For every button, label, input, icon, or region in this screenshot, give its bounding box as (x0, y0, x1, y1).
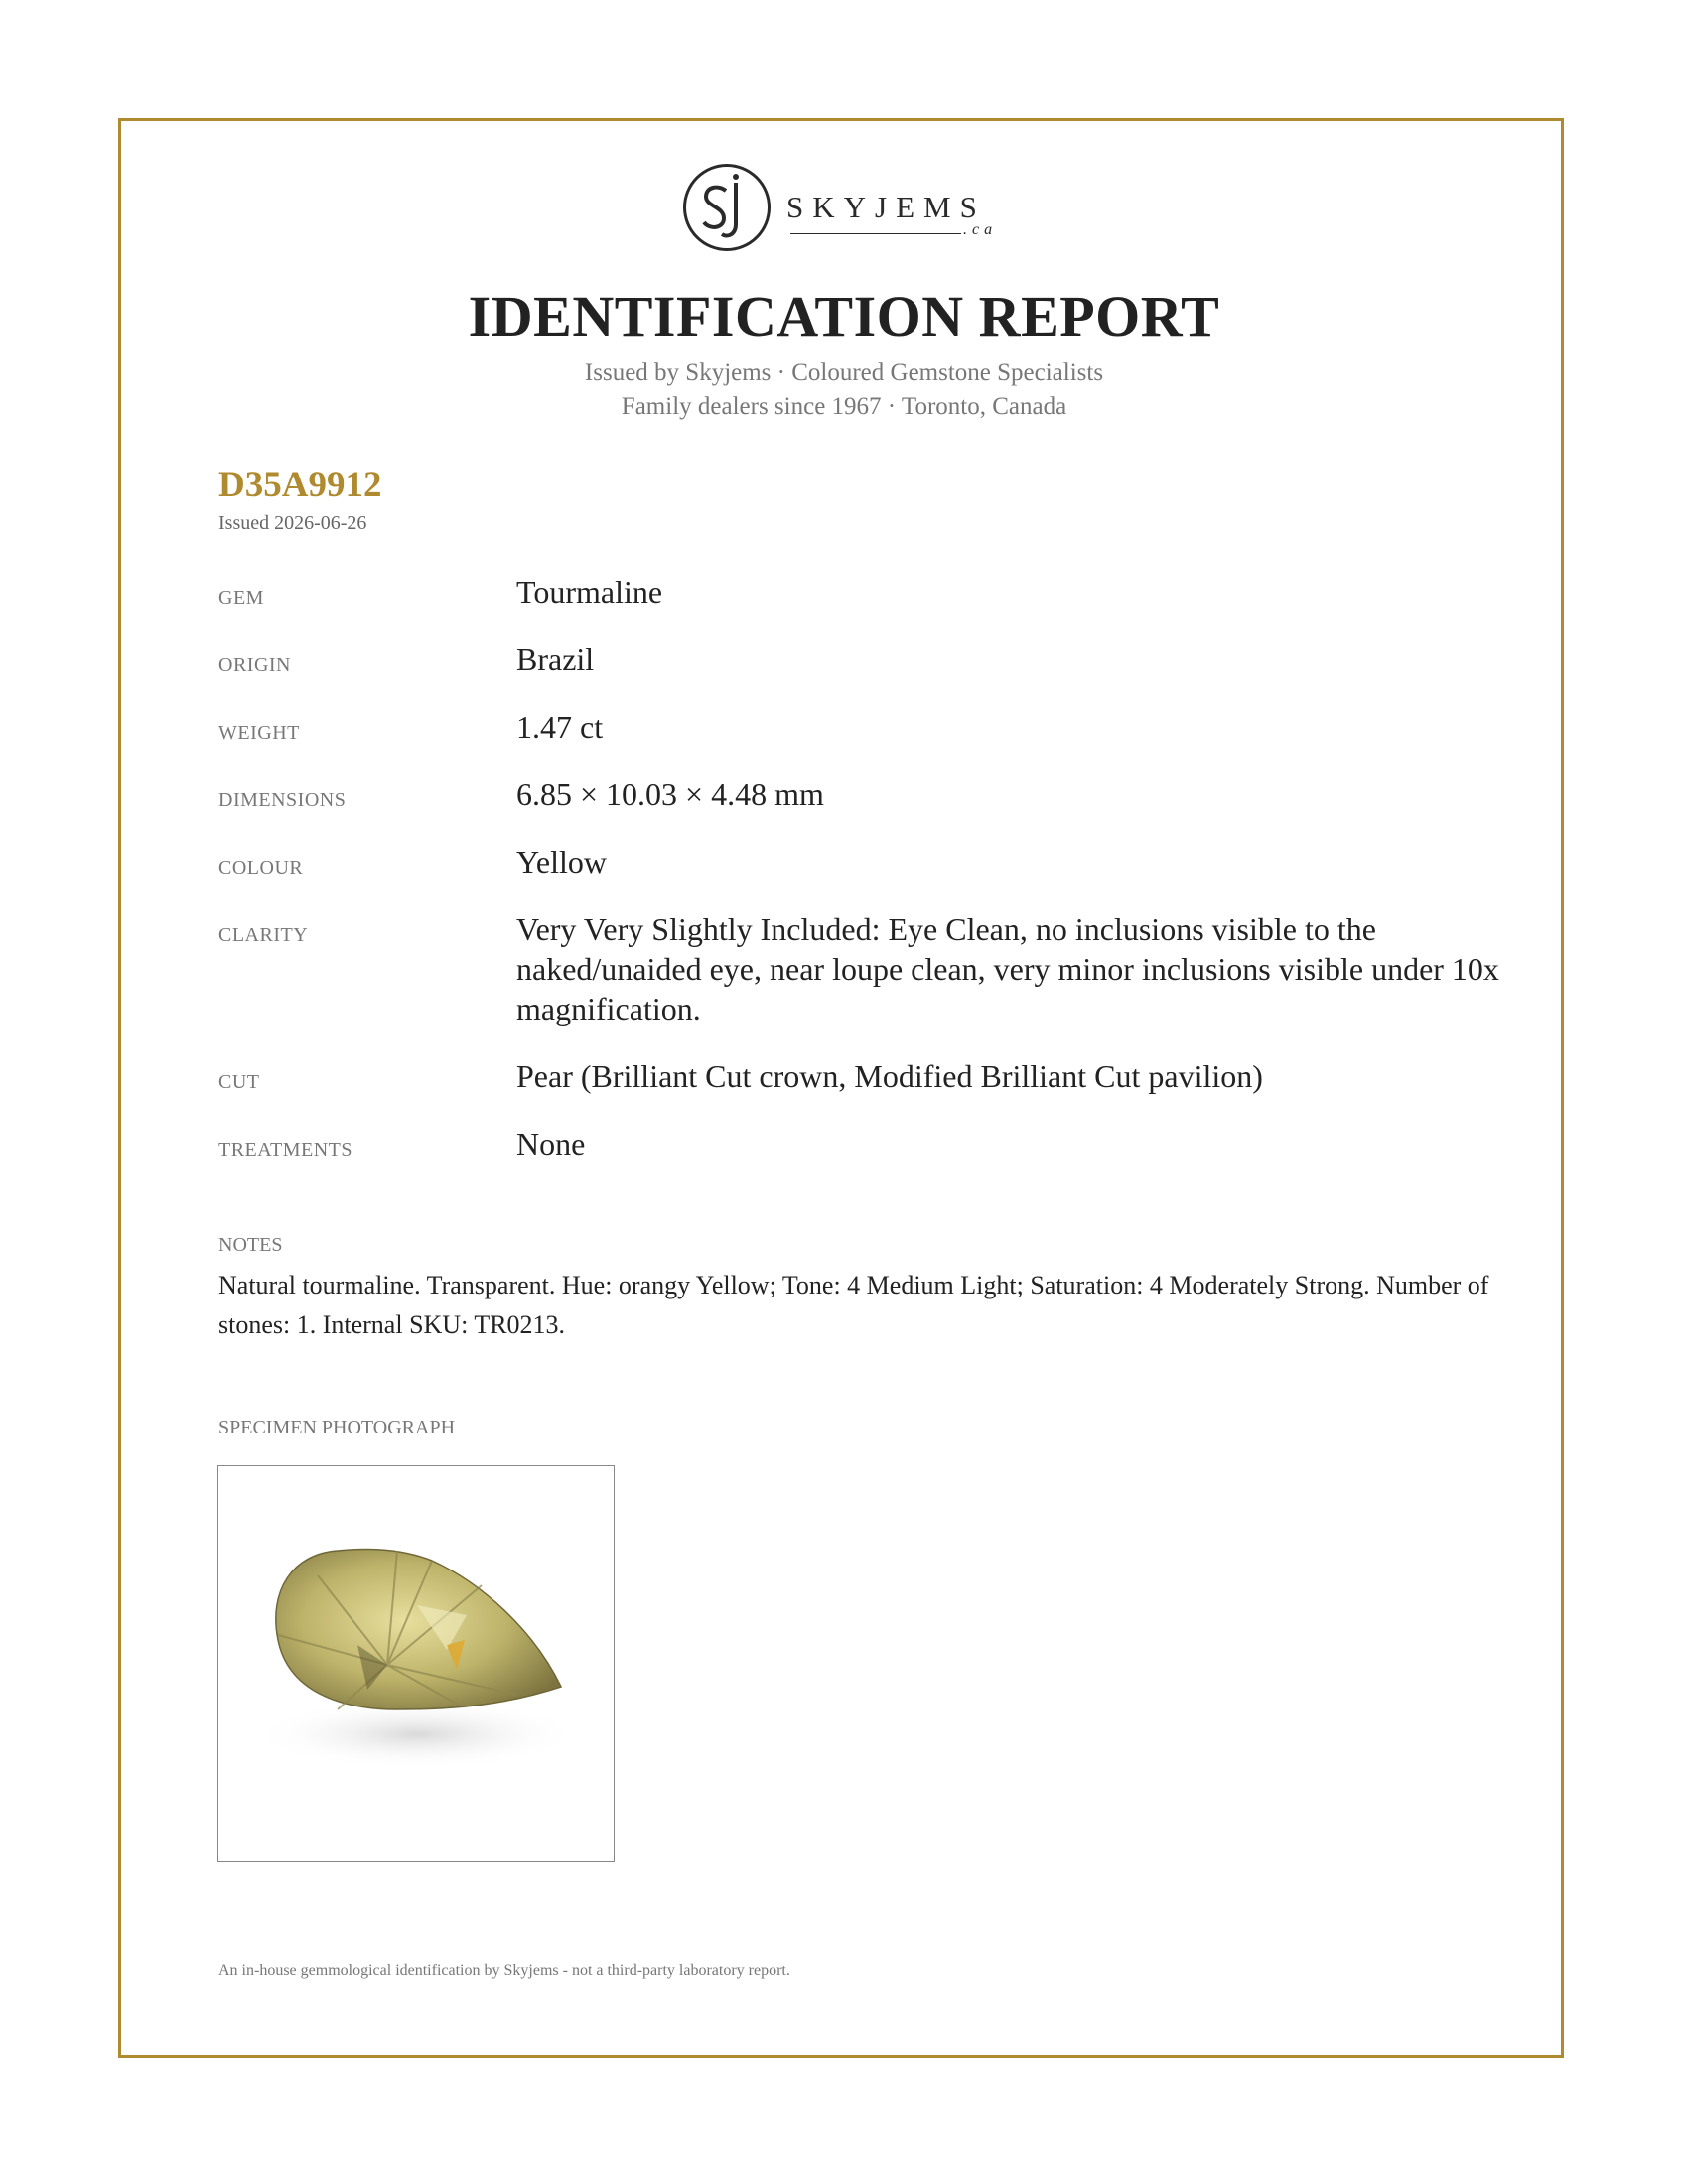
cut-label: CUT (218, 1071, 260, 1093)
cut-value: Pear (Brilliant Cut crown, Modified Brilliant Cut pavilion) (516, 1058, 1263, 1094)
notes-label: NOTES (218, 1234, 283, 1256)
pear-gemstone-image (218, 1466, 614, 1861)
origin-value: Brazil (516, 641, 595, 677)
treatments-label: TREATMENTS (218, 1139, 352, 1160)
dimensions-value: 6.85 × 10.03 × 4.48 mm (516, 776, 824, 812)
brand-domain: .ca (963, 221, 998, 238)
wordmark-divider (790, 233, 961, 234)
colour-label: COLOUR (218, 857, 304, 879)
report-subtitle-location: Family dealers since 1967 · Toronto, Canada (621, 393, 1067, 420)
notes-text: Natural tourmaline. Transparent. Hue: orangy Yellow; Tone: 4 Medium Light; Saturation: 4 Moderately Strong. Number of stones: 1. Internal SKU: TR0213. (218, 1271, 1489, 1339)
colour-value: Yellow (516, 844, 607, 880)
report-number: D35A9912 (218, 465, 382, 505)
issue-date: Issued 2026-06-26 (218, 512, 367, 534)
monogram-badge (683, 164, 771, 251)
clarity-value: Very Very Slightly Included: Eye Clean, no inclusions visible to the naked/unaided eye, near loupe clean, very minor inclusions visible under 10x magnification. (516, 911, 1499, 1026)
report-title: IDENTIFICATION REPORT (468, 284, 1220, 348)
weight-label: WEIGHT (218, 722, 300, 744)
disclaimer-footer: An in-house gemmological identification by Skyjems - not a third-party laboratory report. (218, 1962, 790, 1979)
clarity-label: CLARITY (218, 924, 309, 946)
treatments-value: None (516, 1126, 586, 1161)
dimensions-label: DIMENSIONS (218, 789, 347, 811)
report-subtitle-issuer: Issued by Skyjems · Coloured Gemstone Specialists (584, 359, 1104, 386)
brand-logo (0, 164, 1688, 263)
monogram-icon (686, 167, 768, 248)
specimen-photo (217, 1465, 615, 1862)
origin-label: ORIGIN (218, 654, 291, 676)
specimen-photo-label: SPECIMEN PHOTOGRAPH (218, 1417, 456, 1438)
gem-value: Tourmaline (516, 574, 663, 610)
weight-value: 1.47 ct (516, 709, 604, 745)
gem-label: GEM (218, 587, 264, 609)
brand-wordmark: SKYJEMS (786, 190, 986, 224)
